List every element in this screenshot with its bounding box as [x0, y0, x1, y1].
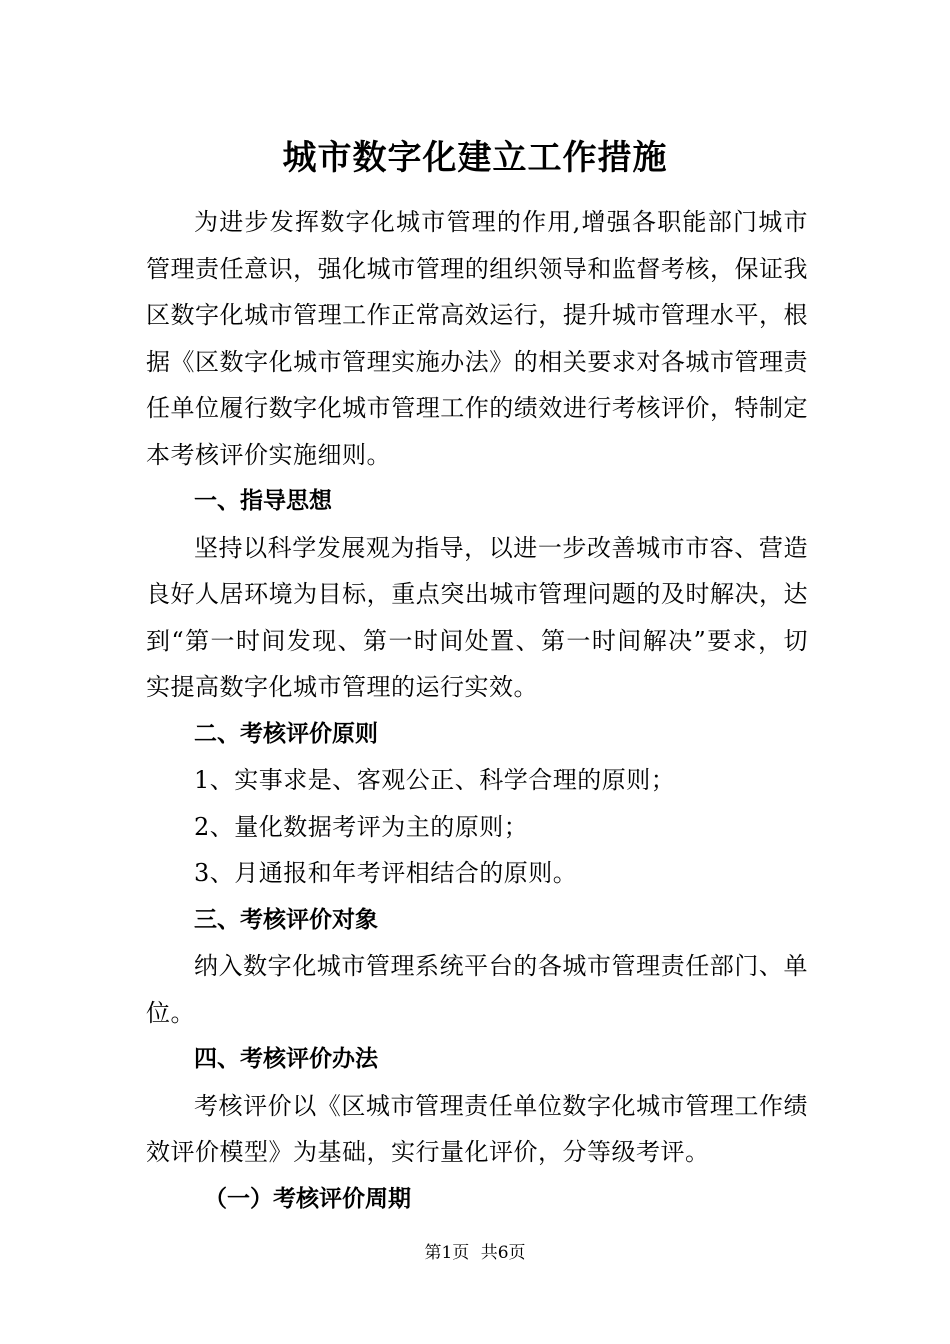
page-number: 第1页: [424, 1243, 470, 1263]
principle-item-2: 2、量化数据考评为主的原则；: [194, 812, 529, 841]
subsection-heading-period: （一）考核评价周期: [204, 1185, 411, 1212]
methods-paragraph: 考核评价以《区城市管理责任单位数字化城市管理工作绩效评价模型》为基础，实行量化评价，分等级考评。: [146, 1091, 808, 1166]
principle-item-1: 1、实事求是、客观公正、科学合理的原则；: [194, 766, 676, 794]
guiding-thought-paragraph: 坚持以科学发展观为指导，以进一步改善城市市容、营造良好人居环境为目标，重点突出城市管理问题的及时解决，达到“第一时间发现、第一时间处置、第一时间解决”要求，切实提高数字化城市管理的运行实效。: [146, 533, 808, 701]
section-heading-methods: 四、考核评价办法: [194, 1046, 378, 1072]
page-footer: [0, 1240, 950, 1266]
section-heading-principles: 二、考核评价原则: [194, 720, 378, 747]
section-heading-targets: 三、考核评价对象: [194, 906, 378, 933]
section-heading-guiding-thought: 一、指导思想: [194, 488, 332, 514]
document-title: 城市数字化建立工作措施: [282, 138, 668, 178]
page-total: 共6页: [480, 1243, 526, 1263]
document-body: [146, 199, 808, 1222]
targets-paragraph: 纳入数字化城市管理系统平台的各城市管理责任部门、单位。: [146, 952, 808, 1027]
intro-paragraph: 为进步发挥数字化城市管理的作用,增强各职能部门城市管理责任意识，强化城市管理的组织领导和监督考核，保证我区数字化城市管理工作正常高效运行，提升城市管理水平，根据《区数字化城市管理实施办法》的相关要求对各城市管理责任单位履行数字化城市管理工作的绩效进行考核评价，特制定本考核评价实施细则。: [146, 208, 808, 469]
principle-item-3: 3、月通报和年考评相结合的原则。: [194, 859, 578, 887]
